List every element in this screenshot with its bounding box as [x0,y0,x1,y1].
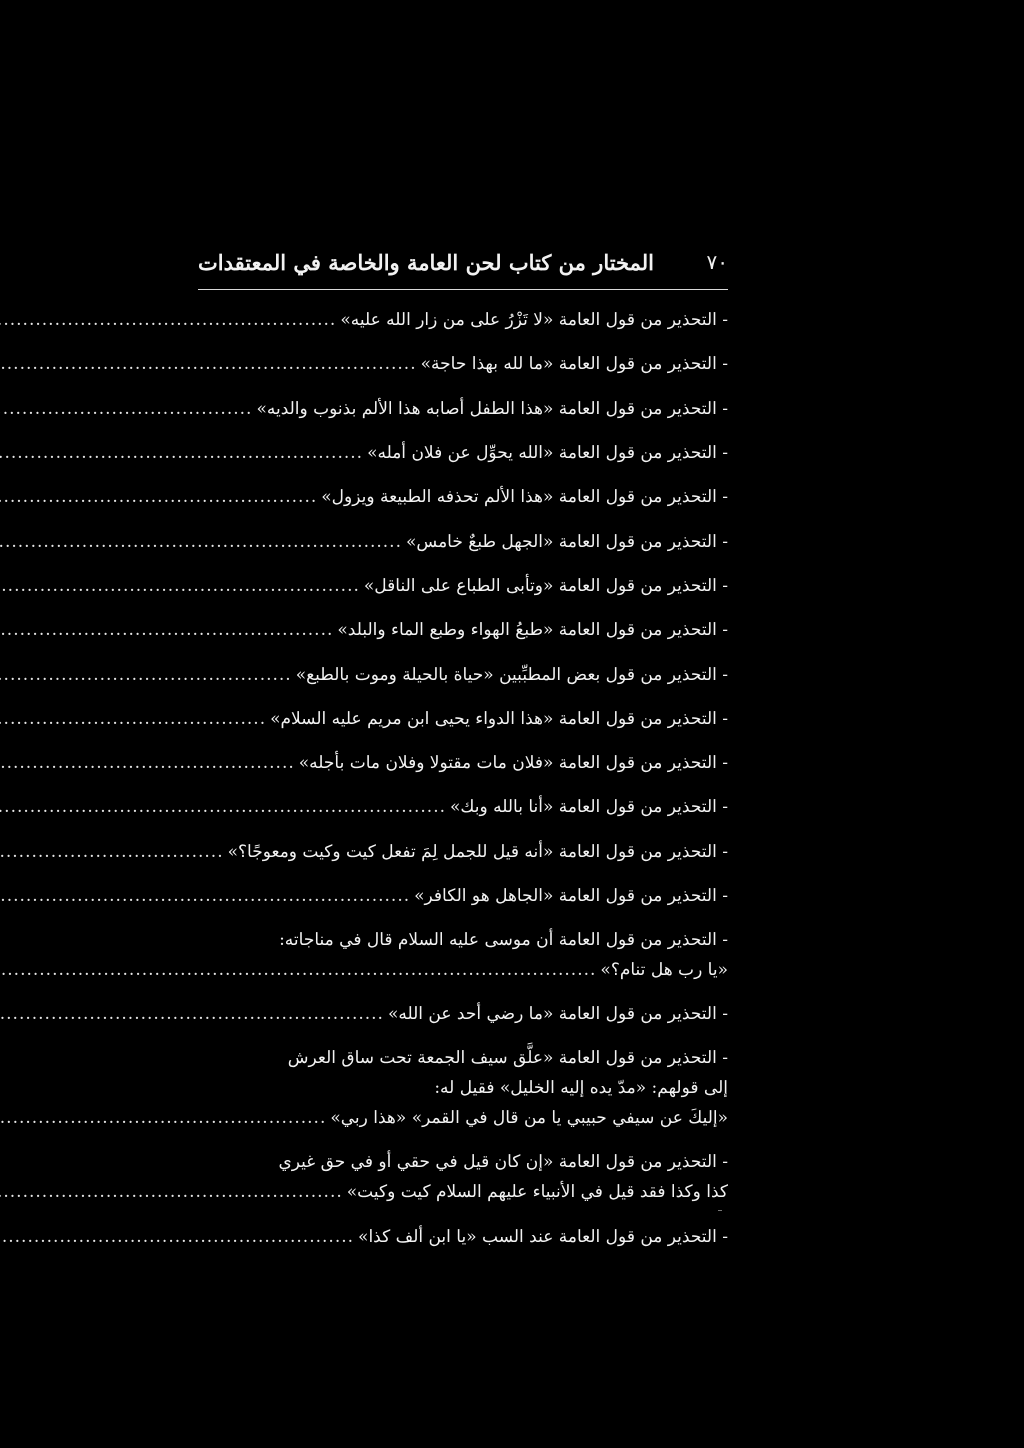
dot-leader [0,438,363,468]
toc-entry-text: - التحذير من قول العامة «الجاهل هو الكافر» [414,886,728,906]
dot-leader [0,792,446,822]
table-of-contents [198,298,728,1259]
dot-leader [0,1222,354,1252]
toc-entry-text: - التحذير من قول العامة «لا تَزْرُ على من زار الله عليه» [340,310,728,331]
toc-entry-row [198,1103,728,1133]
dot-leader [0,571,360,601]
dot-leader [0,999,384,1029]
toc-entry [198,1140,728,1214]
toc-entry-line: - التحذير من قول العامة أن موسى عليه السلام قال في مناجاته: [279,930,728,951]
toc-entry-row [198,431,728,475]
toc-entry [198,874,728,918]
toc-entry [198,741,728,785]
toc-entry-row [198,298,728,342]
toc-entry-text: - التحذير من قول العامة «أنه قيل للجمل لِمَ تفعل كيت وكيت ومعوجًا؟» [227,841,728,862]
toc-entry-text: - التحذير من قول العامة «وتأبى الطباع على الناقل» [363,575,728,596]
dot-leader [0,704,266,734]
toc-entry-text: «إليكَ عن سيفي حبيبي يا من قال في القمر» «هذا ربي» [330,1108,728,1129]
dot-leader [0,482,317,512]
toc-entry-row [198,564,728,608]
dot-leader [0,305,336,335]
page-header [198,238,728,286]
toc-entry-row [198,741,728,785]
toc-entry-row [198,830,728,874]
toc-entry-row [198,1214,728,1258]
toc-entry [198,697,728,741]
toc-entry-text: - التحذير من قول العامة «أنا بالله وبك» [450,797,728,818]
toc-entry-text: - التحذير من قول العامة «هذا الدواء يحيى ابن مريم عليه السلام» [270,708,728,729]
toc-entry [198,519,728,563]
toc-entry-text: «يا رب هل تنام؟» [600,960,728,981]
toc-entry [198,785,728,829]
toc-entry-text: - التحذير من قول العامة «طبعُ الهواء وطبع الماء والبلد» [337,620,728,641]
toc-entry [198,992,728,1036]
toc-entry-row [198,475,728,519]
toc-entry [198,564,728,608]
toc-entry-text: - التحذير من قول العامة «هذا الألم تحذفه الطبيعة ويزول» [321,487,728,508]
dot-leader [0,1177,343,1207]
toc-entry-row [198,342,728,386]
toc-entry-line: - التحذير من قول العامة «إن كان قيل في حقي أو في حق غيري [278,1152,728,1173]
toc-entry-text: - التحذير من قول العامة «الله يحوِّل عن فلان أمله» [367,443,728,464]
toc-entry [198,298,728,342]
toc-entry-row [198,992,728,1036]
dot-leader [0,837,224,867]
toc-entry-text: - التحذير من قول العامة «الجهل طبعٌ خامس» [406,531,728,552]
toc-entry-text: - التحذير من قول العامة «هذا الطفل أصابه هذا الألم بذنوب والديه» [256,398,728,419]
toc-entry-text: - التحذير من قول بعض المطبِّبين «حياة بالحيلة وموت بالطبع» [295,664,728,685]
toc-entry [198,1214,728,1258]
toc-entry-row [198,652,728,696]
toc-entry [198,608,728,652]
book-title: المختار من كتاب لحن العامة والخاصة في المعتقدات [198,249,654,275]
dot-leader [0,527,402,557]
dot-leader [0,660,292,690]
page-number: ٧٠ [706,250,728,274]
toc-entry-text: - التحذير من قول العامة «فلان مات مقتولا وفلان مات بأجله» [298,753,728,774]
dot-leader [0,394,252,424]
toc-entry-row [198,387,728,431]
dot-leader [0,881,410,911]
toc-entry-row [198,519,728,563]
toc-entry [198,475,728,519]
toc-entry [198,652,728,696]
header-rule [198,289,728,290]
toc-entry-row [198,955,728,985]
toc-entry [198,1036,728,1140]
dot-leader [0,748,295,778]
toc-entry-line: - التحذير من قول العامة «علَّق سيف الجمعة تحت ساق العرش [287,1048,728,1069]
toc-entry-row [198,1177,728,1207]
dot-leader [0,955,596,985]
dot-leader [0,1103,326,1133]
toc-entry [198,918,728,992]
toc-entry-text: - التحذير من قول العامة «ما لله بهذا حاجة» [420,354,728,375]
toc-entry-row [198,608,728,652]
toc-entry-row [198,874,728,918]
toc-entry-row [198,697,728,741]
toc-entry-text: - التحذير من قول العامة «ما رضي أحد عن الله» [387,1004,728,1025]
toc-entry-text: كذا وكذا فقد قيل في الأنبياء عليهم السلام كيت وكيت» [346,1182,728,1203]
dot-leader [0,615,333,645]
toc-entry-row [198,785,728,829]
footer-mark [718,1210,722,1211]
toc-entry-line: إلى قولهم: «مدّ يده إليه الخليل» فقيل له: [434,1078,728,1099]
toc-entry [198,830,728,874]
toc-entry [198,342,728,386]
dot-leader [0,349,417,379]
toc-entry [198,431,728,475]
toc-entry-text: - التحذير من قول العامة عند السب «يا ابن ألف كذا» [358,1226,728,1247]
toc-entry [198,387,728,431]
